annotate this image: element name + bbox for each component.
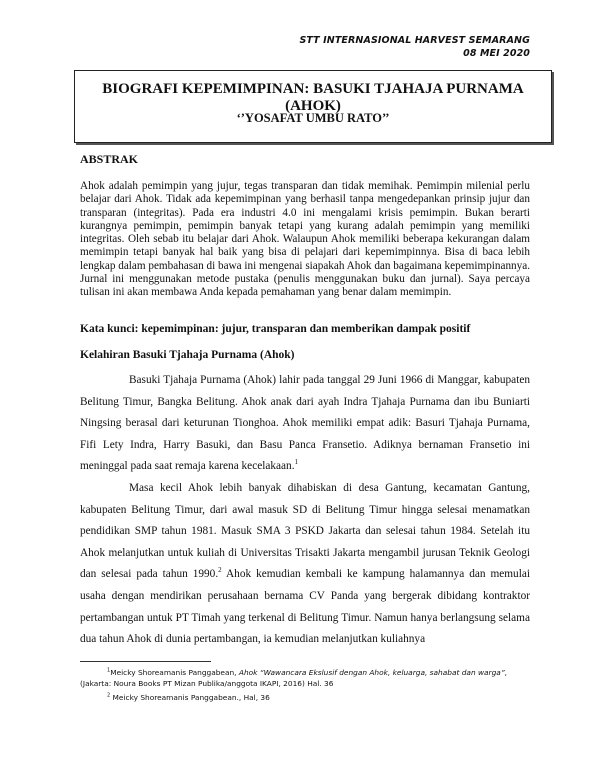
title-box: [74, 70, 552, 143]
footnote-2-text: Meicky Shoreamanis Panggabean., Hal, 36: [110, 693, 270, 702]
abstract-text: Ahok adalah pemimpin yang jujur, tegas transparan dan tidak memihak. Pemimpin milenial perlu belajar dari Ahok. Tidak ada kepemimpinan yang berhasil tanpa mengedepankan prinsip jujur dan transparan (integritas). Pada era industri 4.0 ini mengalami krisis pemimpin. Bukan berarti kurangnya pemimpin, pemimpin banyak tetapi yang kurang adalah pemimpin yang memiliki integritas. Oleh sebab itu belajar dari Ahok. Walaupun Ahok memiliki beberapa kekurangan dalam memimpin tetapi banyak hal baik yang bisa di pelajari dari kepemimpinnya. Bisa di baca lebih lengkap dalam pembahasan di bawa ini mengenai siapakah Ahok dan bagaimana kepemimpinannya. Jurnal ini menggunakan metode pustaka (penulis menggunakan buku dan jurnal). Saya percaya tulisan ini akan membawa Anda kepada pemahaman yang benar dalam memimpin.: [80, 180, 530, 299]
body-paragraph-1: [80, 370, 530, 478]
footnote-1-author: Meicky Shoreamanis Panggabean,: [110, 668, 239, 677]
paragraph-2-text-a: Masa kecil Ahok lebih banyak dihabiskan di desa Gantung, kecamatan Gantung, kabupaten Belitung Timur, dari awal masuk SD di Belitung Timur hingga selesai menamatkan pendidikan SMP tahun 1981. Masuk SMA 3 PSKD Jakarta dan selesai tahun 1984. Setelah itu Ahok melanjutkan untuk kuliah di Universitas Trisakti Jakarta mengambil jurusan Teknik Geologi dan selesai pada tahun 1990.: [80, 482, 530, 581]
keywords: Kata kunci: kepemimpinan: jujur, transparan dan memberikan dampak positif: [80, 323, 471, 335]
paper-title: BIOGRAFI KEPEMIMPINAN: BASUKI TJAHAJA PURNAMA (AHOK): [102, 81, 524, 114]
footnote-2: [80, 692, 532, 703]
body-paragraph-2: [80, 478, 530, 651]
footnote-divider: [80, 661, 211, 662]
abstract-heading: ABSTRAK: [80, 152, 139, 166]
footnote-2-number: 2: [107, 692, 111, 699]
header-institution: STT INTERNASIONAL HARVEST SEMARANG: [299, 35, 530, 46]
header-date: 08 MEI 2020: [463, 48, 530, 59]
footnote-1-publication: , (Jakarta: Noura Books PT Mizan Publika/anggota IKAPI, 2016) Hal. 36: [80, 668, 508, 688]
section-heading: Kelahiran Basuki Tjahaja Purnama (Ahok): [80, 349, 295, 361]
footnote-1-title: Ahok “Wawancara Ekslusif dengan Ahok, keluarga, sahabat dan warga”: [238, 668, 505, 677]
footnote-1-number: 1: [107, 667, 111, 674]
paragraph-2-text-b: Ahok kemudian kembali ke kampung halamannya dan memulai usaha dengan mendirikan perusahaan bernama CV Panda yang bergerak dibidang kontraktor pertambangan untuk PT Timah yang terkenal di Belitung Timur. Namun hanya berlangsung selama dua tahun Ahok di dunia pertambangan, ia kemudian melanjutkan kuliahnya: [80, 568, 531, 646]
paper-author: ‘’YOSAFAT UMBU RATO’’: [236, 111, 390, 125]
paragraph-1-text: Basuki Tjahaja Purnama (Ahok) lahir pada tanggal 29 Juni 1966 di Manggar, kabupaten Belitung Timur, Bangka Belitung. Ahok anak dari ayah Indra Tjahaja Purnama dan ibu Buniarti Ningsing berasal dari keturunan Tionghoa. Ahok memiliki empat adik: Basuri Tjahaja Purnama, Fifi Lety Indra, Harry Basuki, dan Basu Panca Fransetio. Adiknya bernaman Fransetio ini meninggal pada saat remaja karena kecelakaan.: [80, 374, 530, 473]
footnote-ref-1[interactable]: 1: [294, 458, 299, 467]
footnote-ref-2[interactable]: 2: [218, 566, 222, 575]
footnote-1: [80, 667, 532, 689]
